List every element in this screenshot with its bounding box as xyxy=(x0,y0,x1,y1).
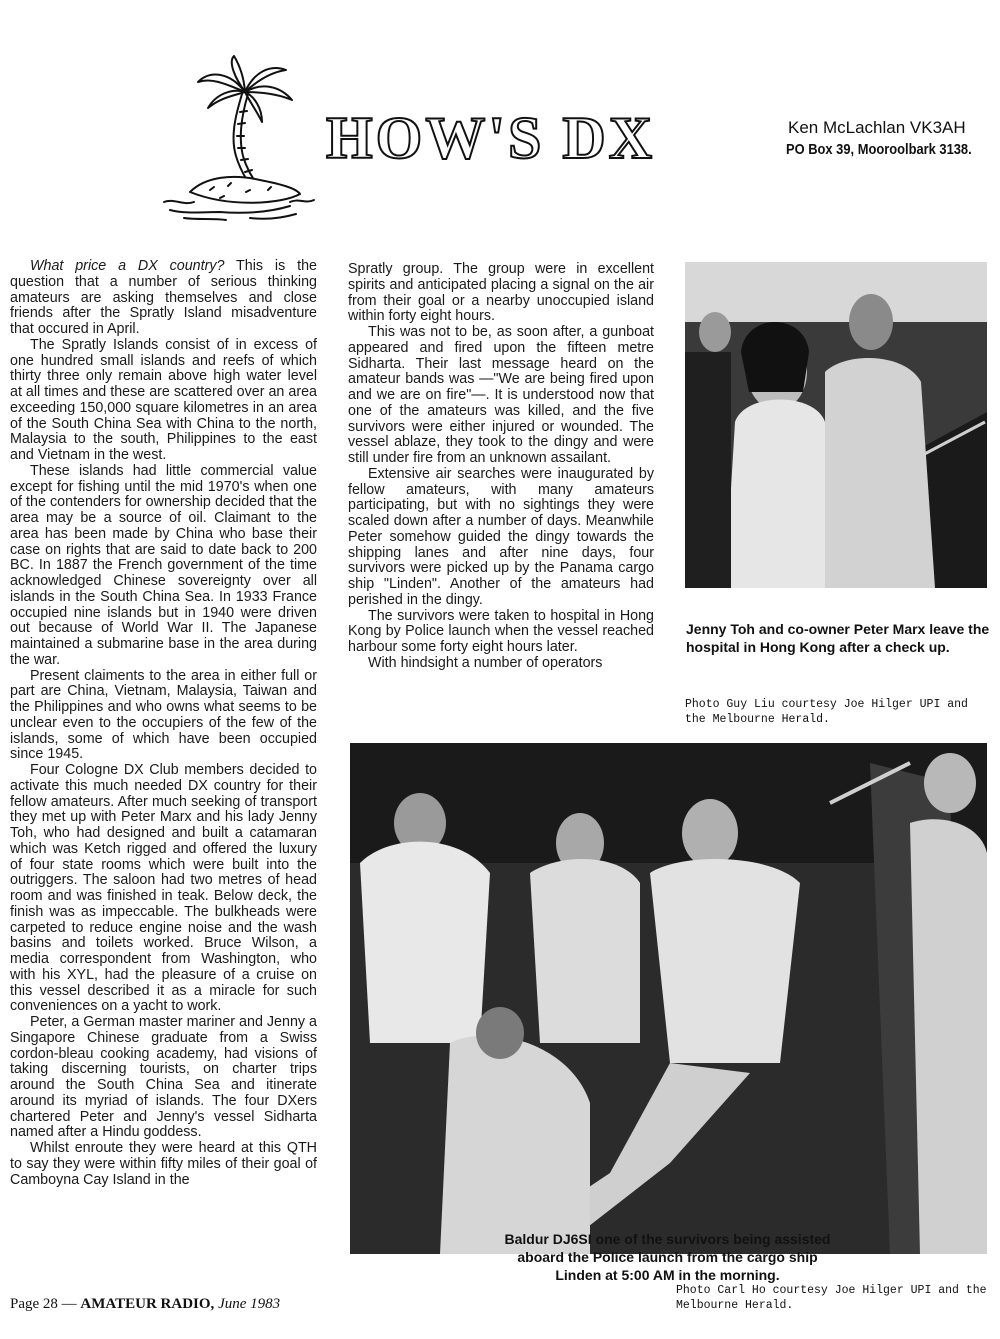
lead-question: What price a DX country? xyxy=(30,259,225,274)
magazine-name: AMATEUR RADIO, xyxy=(80,1296,215,1312)
paragraph: Extensive air searches were inaugurated by fellow amateurs, with many amateurs participating, but with no sightings they were scaled down after a number of days. Meanwhile Peter somehow guided the dingy towards the shipping lanes and after nine days, four survivors were picked up by the Panama cargo ship "Linden". Another of the amateurs had perished in the dingy. xyxy=(348,465,654,608)
paragraph: The survivors were taken to hospital in Hong Kong by Police launch when the vessel reached harbour some forty eight hours later. xyxy=(348,607,654,655)
paragraph: This was not to be, as soon after, a gunboat appeared and fired upon the fifteen metre Sidharta. Their last message heard on the amateur bands was —"We are being fired upon and we are on fire"—. It is understood now that one of the amateurs was killed, and the five survivors were either injured or wounded. The vessel ablaze, they took to the dingy and were still under fire from an unknown assailant. xyxy=(348,324,654,466)
photo2-credit: Photo Carl Ho courtesy Joe Hilger UPI and the Melbourne Herald. xyxy=(676,1284,987,1312)
paragraph: Four Cologne DX Club members decided to activate this much needed DX country for their fellow amateurs. After much seeking of transport they met up with Peter Marx and his lady Jenny Toh, who had designed and built a catamaran which was Ketch rigged and offered the luxury of four state rooms which were built into the outriggers. The saloon had two metres of head room and was finished in teak. Below deck, the finish was as impeccable. The bulkheads were carpeted to reduce engine noise and the wash basins and toilets worked. Bruce Wilson, a media correspondent from Washington, who with his XYL, had the pleasure of a cruise on this vessel described it as a miracle for such conveniences on a yacht to work. xyxy=(10,762,317,1015)
article-column-1 xyxy=(10,259,317,1294)
lead-paragraph xyxy=(10,259,317,338)
paragraph-continued: Spratly group. The group were in excellent spirits and anticipated placing a signal on the air from their goal or a nearby unoccupied island within forty eight hours. xyxy=(348,262,654,325)
photo1-caption: Jenny Toh and co-owner Peter Marx leave the hospital in Hong Kong after a check up. xyxy=(686,621,990,655)
paragraph: Peter, a German master mariner and Jenny a Singapore Chinese graduate from a Swiss cordon-bleau cooking academy, had visions of taking discerning tourists, on charter trips around the South China Sea and itinerate around its myriad of islands. The four DXers chartered Peter and Jenny's vessel Sidharta named after a Hindu goddess. xyxy=(10,1014,317,1141)
lead-text: This is the question that a number of serious thinking amateurs are asking themselves and close friends after the Spratly Island misadventure that occured in April. xyxy=(10,259,317,337)
article-column-2 xyxy=(348,262,654,722)
paragraph: These islands had little commercial value except for fishing until the mid 1970's when one of the contenders for ownership decided that the area may be a source of oil. Claimant to the area has been made by China who base their case on rights that are said to date back to 200 BC. In 1887 the French government of the time acknowledged Chinese sovereignty over all islands in the South China Sea. In 1933 France occupied nine islands but in 1940 were driven out because of World War II. The Japanese maintained a submarine base in the area during the war. xyxy=(10,462,317,668)
issue-date: June 1983 xyxy=(218,1296,281,1312)
paragraph: Whilst enroute they were heard at this QTH to say they were within fifty miles of their goal of Camboyna Cay Island in the xyxy=(10,1140,317,1188)
palm-island-logo xyxy=(150,52,320,222)
paragraph: With hindsight a number of operators xyxy=(368,654,603,671)
page-number: Page 28 — xyxy=(10,1296,77,1312)
paragraph: Present claiments to the area in either full or part are China, Vietnam, Malaysia, Taiwan and the Philippines and who owns what seems to be unclear even to the occupiers of the few of the islands, some of which have been occupied since 1945. xyxy=(10,667,317,763)
page-footer xyxy=(10,1294,280,1314)
column-title: HOW'S DX xyxy=(326,105,656,171)
photo2-caption: Baldur DJ6SI one of the survivors being assisted aboard the Police launch from the cargo ship Linden at 5:00 AM in the morning. xyxy=(504,1231,831,1283)
photo1-credit: Photo Guy Liu courtesy Joe Hilger UPI and the Melbourne Herald. xyxy=(685,698,968,726)
author-address: PO Box 39, Mooroolbark 3138. xyxy=(786,141,972,158)
author-name: Ken McLachlan VK3AH xyxy=(788,118,966,137)
photo-hospital-exit xyxy=(685,262,987,588)
photo-launch-rescue xyxy=(350,743,987,1254)
paragraph: The Spratly Islands consist of in excess of one hundred small islands and reefs of which thirty three only remain above high water level at all times and these are scattered over an area exceeding 150,000 square kilometres in an area of the South China Sea with China to the north, Malaysia to the south, Philippines to the east and Vietnam in the west. xyxy=(10,336,317,463)
